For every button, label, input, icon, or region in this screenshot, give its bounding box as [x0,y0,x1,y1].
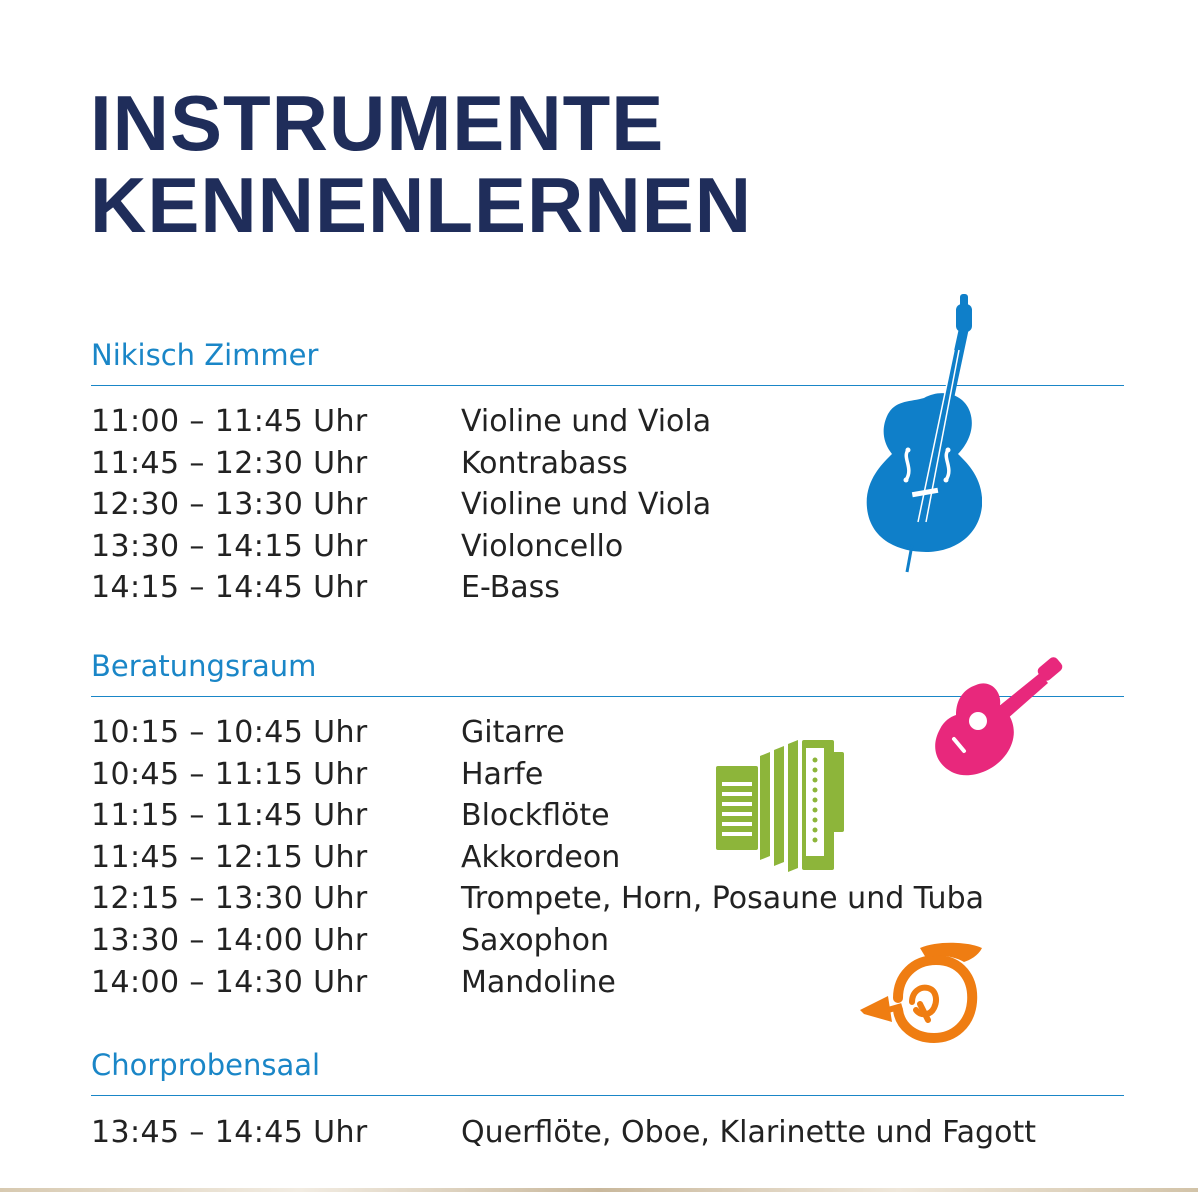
section-heading-beratungsraum: Beratungsraum [91,649,317,683]
page-title [90,79,753,249]
instrument-name: Violine und Viola [461,404,712,439]
time-range: 11:45 – 12:30 Uhr [91,445,368,481]
time-range: 10:15 – 10:45 Uhr [91,715,368,750]
instrument-name: Akkordeon [461,839,621,875]
instrument-name: Gitarre [461,715,565,750]
horn-icon [858,940,988,1050]
instrument-name: Violine und Viola [461,487,712,523]
time-range: 11:45 – 12:15 Uhr [91,839,368,875]
instrument-name: Querflöte, Oboe, Klarinette und Fagott [461,1115,1036,1150]
instrument-name: Violoncello [461,528,624,564]
section-heading-chorprobensaal: Chorprobensaal [91,1048,321,1082]
title-line-1: INSTRUMENTE [90,79,665,167]
instrument-name: Mandoline [461,964,616,1000]
section-divider [91,1095,1124,1096]
instrument-name: Blockflöte [461,798,610,834]
instrument-name: Trompete, Horn, Posaune und Tuba [461,881,984,917]
time-range: 12:15 – 13:30 Uhr [91,881,368,917]
time-range: 10:45 – 11:15 Uhr [91,756,368,792]
time-range: 11:00 – 11:45 Uhr [91,404,368,439]
instrument-name: E-Bass [461,570,560,606]
time-range: 13:45 – 14:45 Uhr [91,1115,368,1150]
double-bass-icon [862,290,982,575]
bottom-edge-strip [0,1188,1198,1192]
time-range: 11:15 – 11:45 Uhr [91,798,368,834]
time-range: 12:30 – 13:30 Uhr [91,487,368,523]
instrument-name: Kontrabass [461,445,628,481]
time-range: 14:15 – 14:45 Uhr [91,570,368,606]
time-range: 14:00 – 14:30 Uhr [91,964,368,1000]
guitar-icon [928,655,1068,785]
instrument-name: Harfe [461,756,544,792]
instrument-name: Saxophon [461,922,610,958]
time-range: 13:30 – 14:15 Uhr [91,528,368,564]
title-line-2: KENNENLERNEN [90,161,753,249]
section-heading-nikisch-zimmer: Nikisch Zimmer [91,338,319,372]
time-range: 13:30 – 14:00 Uhr [91,922,368,958]
accordion-icon [714,738,846,872]
